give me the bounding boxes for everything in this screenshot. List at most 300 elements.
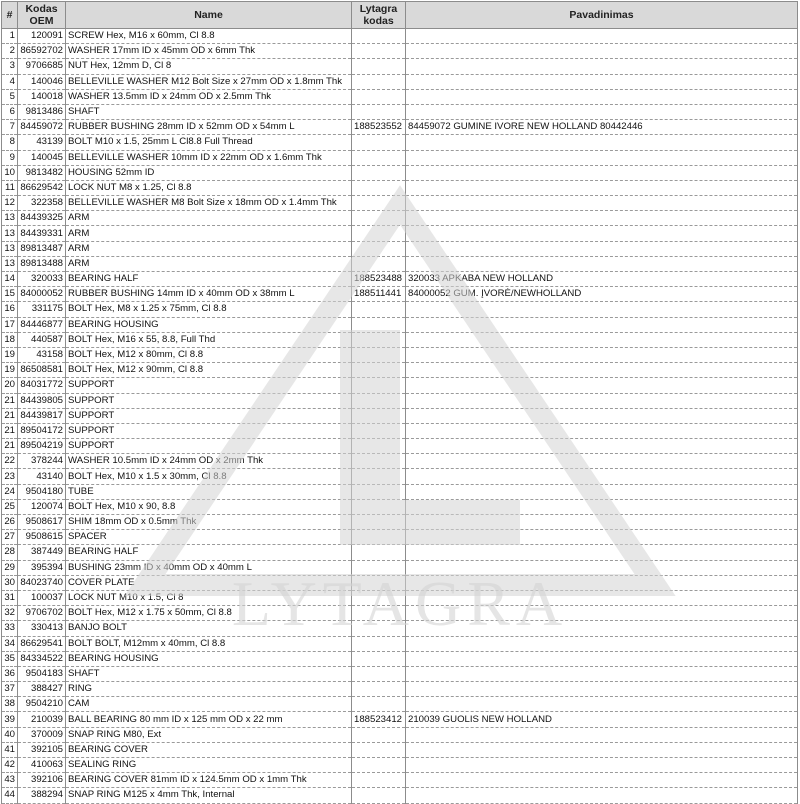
oem-code-cell: 100037 bbox=[18, 590, 66, 605]
pavadinimas-cell bbox=[406, 788, 798, 803]
pavadinimas-cell: 320033 APKABA NEW HOLLAND bbox=[406, 272, 798, 287]
table-row bbox=[2, 454, 798, 469]
pavadinimas-cell bbox=[406, 408, 798, 423]
lytagra-code-cell bbox=[352, 44, 406, 59]
row-number-cell: 24 bbox=[2, 484, 18, 499]
oem-code-cell: 89813487 bbox=[18, 241, 66, 256]
pavadinimas-cell bbox=[406, 59, 798, 74]
table-row bbox=[2, 697, 798, 712]
oem-code-cell: 330413 bbox=[18, 621, 66, 636]
table-row bbox=[2, 180, 798, 195]
part-name-cell: BELLEVILLE WASHER M12 Bolt Size x 27mm OD x 1.8mm Thk bbox=[66, 74, 352, 89]
oem-code-cell: 86629542 bbox=[18, 180, 66, 195]
part-name-cell: BEARING COVER 81mm ID x 124.5mm OD x 1mm Thk bbox=[66, 773, 352, 788]
oem-code-cell: 9706685 bbox=[18, 59, 66, 74]
part-name-cell: ARM bbox=[66, 226, 352, 241]
table-row bbox=[2, 484, 798, 499]
pavadinimas-cell bbox=[406, 135, 798, 150]
lytagra-code-cell bbox=[352, 302, 406, 317]
lytagra-code-cell bbox=[352, 196, 406, 211]
oem-code-cell: 9706702 bbox=[18, 606, 66, 621]
table-row bbox=[2, 530, 798, 545]
oem-code-cell: 140046 bbox=[18, 74, 66, 89]
pavadinimas-cell bbox=[406, 363, 798, 378]
pavadinimas-cell bbox=[406, 499, 798, 514]
table-row bbox=[2, 682, 798, 697]
table-row bbox=[2, 515, 798, 530]
lytagra-code-cell bbox=[352, 29, 406, 44]
row-number-cell: 29 bbox=[2, 560, 18, 575]
pavadinimas-cell bbox=[406, 530, 798, 545]
table-row bbox=[2, 256, 798, 271]
row-number-cell: 14 bbox=[2, 272, 18, 287]
part-name-cell: COVER PLATE bbox=[66, 575, 352, 590]
row-number-cell: 37 bbox=[2, 682, 18, 697]
table-row bbox=[2, 347, 798, 362]
header-lytagra: Lytagra kodas bbox=[352, 2, 406, 29]
table-row bbox=[2, 104, 798, 119]
lytagra-code-cell bbox=[352, 484, 406, 499]
lytagra-code-cell bbox=[352, 454, 406, 469]
table-row bbox=[2, 469, 798, 484]
header-row bbox=[2, 2, 798, 29]
part-name-cell: BOLT Hex, M12 x 90mm, Cl 8.8 bbox=[66, 363, 352, 378]
part-name-cell: BOLT Hex, M12 x 80mm, Cl 8.8 bbox=[66, 347, 352, 362]
pavadinimas-cell bbox=[406, 165, 798, 180]
part-name-cell: BOLT Hex, M16 x 55, 8.8, Full Thd bbox=[66, 332, 352, 347]
pavadinimas-cell bbox=[406, 393, 798, 408]
row-number-cell: 9 bbox=[2, 150, 18, 165]
part-name-cell: CAM bbox=[66, 697, 352, 712]
row-number-cell: 2 bbox=[2, 44, 18, 59]
pavadinimas-cell bbox=[406, 697, 798, 712]
row-number-cell: 32 bbox=[2, 606, 18, 621]
header-oem: Kodas OEM bbox=[18, 2, 66, 29]
oem-code-cell: 9504210 bbox=[18, 697, 66, 712]
pavadinimas-cell bbox=[406, 758, 798, 773]
oem-code-cell: 89504172 bbox=[18, 423, 66, 438]
lytagra-code-cell bbox=[352, 773, 406, 788]
oem-code-cell: 120074 bbox=[18, 499, 66, 514]
oem-code-cell: 84439331 bbox=[18, 226, 66, 241]
pavadinimas-cell bbox=[406, 104, 798, 119]
lytagra-code-cell bbox=[352, 758, 406, 773]
oem-code-cell: 84334522 bbox=[18, 651, 66, 666]
lytagra-code-cell bbox=[352, 636, 406, 651]
pavadinimas-cell bbox=[406, 29, 798, 44]
pavadinimas-cell bbox=[406, 211, 798, 226]
table-row bbox=[2, 120, 798, 135]
oem-code-cell: 395394 bbox=[18, 560, 66, 575]
table-row bbox=[2, 211, 798, 226]
lytagra-code-cell bbox=[352, 226, 406, 241]
oem-code-cell: 120091 bbox=[18, 29, 66, 44]
table-row bbox=[2, 59, 798, 74]
table-row bbox=[2, 575, 798, 590]
row-number-cell: 3 bbox=[2, 59, 18, 74]
part-name-cell: WASHER 10.5mm ID x 24mm OD x 2mm Thk bbox=[66, 454, 352, 469]
row-number-cell: 40 bbox=[2, 727, 18, 742]
pavadinimas-cell bbox=[406, 545, 798, 560]
row-number-cell: 4 bbox=[2, 74, 18, 89]
table-row bbox=[2, 302, 798, 317]
lytagra-code-cell bbox=[352, 256, 406, 271]
oem-code-cell: 9813486 bbox=[18, 104, 66, 119]
part-name-cell: BEARING HOUSING bbox=[66, 317, 352, 332]
table-row bbox=[2, 590, 798, 605]
table-row bbox=[2, 545, 798, 560]
pavadinimas-cell bbox=[406, 317, 798, 332]
pavadinimas-cell bbox=[406, 241, 798, 256]
lytagra-code-cell: 188523552 bbox=[352, 120, 406, 135]
part-name-cell: RUBBER BUSHING 28mm ID x 52mm OD x 54mm L bbox=[66, 120, 352, 135]
row-number-cell: 36 bbox=[2, 666, 18, 681]
oem-code-cell: 210039 bbox=[18, 712, 66, 727]
row-number-cell: 21 bbox=[2, 408, 18, 423]
part-name-cell: BEARING HALF bbox=[66, 545, 352, 560]
oem-code-cell: 9508615 bbox=[18, 530, 66, 545]
lytagra-code-cell bbox=[352, 423, 406, 438]
lytagra-code-cell bbox=[352, 727, 406, 742]
row-number-cell: 11 bbox=[2, 180, 18, 195]
oem-code-cell: 84023740 bbox=[18, 575, 66, 590]
pavadinimas-cell bbox=[406, 773, 798, 788]
table-row bbox=[2, 317, 798, 332]
lytagra-code-cell bbox=[352, 606, 406, 621]
row-number-cell: 15 bbox=[2, 287, 18, 302]
table-row bbox=[2, 44, 798, 59]
header-name: Name bbox=[66, 2, 352, 29]
pavadinimas-cell bbox=[406, 606, 798, 621]
table-body bbox=[2, 29, 798, 804]
oem-code-cell: 331175 bbox=[18, 302, 66, 317]
row-number-cell: 31 bbox=[2, 590, 18, 605]
pavadinimas-cell bbox=[406, 302, 798, 317]
pavadinimas-cell bbox=[406, 423, 798, 438]
lytagra-code-cell bbox=[352, 363, 406, 378]
oem-code-cell: 86629541 bbox=[18, 636, 66, 651]
part-name-cell: BEARING HOUSING bbox=[66, 651, 352, 666]
table-row bbox=[2, 742, 798, 757]
row-number-cell: 12 bbox=[2, 196, 18, 211]
row-number-cell: 20 bbox=[2, 378, 18, 393]
part-name-cell: HOUSING 52mm ID bbox=[66, 165, 352, 180]
part-name-cell: WASHER 13.5mm ID x 24mm OD x 2.5mm Thk bbox=[66, 89, 352, 104]
pavadinimas-cell bbox=[406, 621, 798, 636]
part-name-cell: BEARING HALF bbox=[66, 272, 352, 287]
row-number-cell: 30 bbox=[2, 575, 18, 590]
oem-code-cell: 89504219 bbox=[18, 439, 66, 454]
row-number-cell: 44 bbox=[2, 788, 18, 803]
table-row bbox=[2, 29, 798, 44]
table-row bbox=[2, 712, 798, 727]
oem-code-cell: 89813488 bbox=[18, 256, 66, 271]
table-row bbox=[2, 165, 798, 180]
row-number-cell: 13 bbox=[2, 256, 18, 271]
part-name-cell: ARM bbox=[66, 211, 352, 226]
row-number-cell: 19 bbox=[2, 363, 18, 378]
row-number-cell: 22 bbox=[2, 454, 18, 469]
pavadinimas-cell bbox=[406, 439, 798, 454]
lytagra-code-cell bbox=[352, 180, 406, 195]
pavadinimas-cell bbox=[406, 256, 798, 271]
oem-code-cell: 387449 bbox=[18, 545, 66, 560]
part-name-cell: SHAFT bbox=[66, 104, 352, 119]
parts-table bbox=[1, 1, 798, 804]
oem-code-cell: 320033 bbox=[18, 272, 66, 287]
part-name-cell: SNAP RING M125 x 4mm Thk, Internal bbox=[66, 788, 352, 803]
part-name-cell: BOLT Hex, M8 x 1.25 x 75mm, Cl 8.8 bbox=[66, 302, 352, 317]
pavadinimas-cell bbox=[406, 454, 798, 469]
pavadinimas-cell bbox=[406, 515, 798, 530]
table-row bbox=[2, 287, 798, 302]
lytagra-code-cell bbox=[352, 241, 406, 256]
row-number-cell: 38 bbox=[2, 697, 18, 712]
lytagra-code-cell bbox=[352, 150, 406, 165]
table-row bbox=[2, 423, 798, 438]
row-number-cell: 21 bbox=[2, 393, 18, 408]
lytagra-code-cell bbox=[352, 347, 406, 362]
lytagra-code-cell bbox=[352, 575, 406, 590]
table-row bbox=[2, 636, 798, 651]
pavadinimas-cell bbox=[406, 742, 798, 757]
pavadinimas-cell bbox=[406, 150, 798, 165]
table-row bbox=[2, 135, 798, 150]
row-number-cell: 25 bbox=[2, 499, 18, 514]
part-name-cell: TUBE bbox=[66, 484, 352, 499]
lytagra-code-cell bbox=[352, 682, 406, 697]
row-number-cell: 42 bbox=[2, 758, 18, 773]
part-name-cell: RUBBER BUSHING 14mm ID x 40mm OD x 38mm L bbox=[66, 287, 352, 302]
row-number-cell: 35 bbox=[2, 651, 18, 666]
part-name-cell: ARM bbox=[66, 256, 352, 271]
oem-code-cell: 440587 bbox=[18, 332, 66, 347]
row-number-cell: 17 bbox=[2, 317, 18, 332]
oem-code-cell: 84459072 bbox=[18, 120, 66, 135]
pavadinimas-cell: 84000052 GUM. ĮVORĖ/NEWHOLLAND bbox=[406, 287, 798, 302]
part-name-cell: NUT Hex, 12mm D, Cl 8 bbox=[66, 59, 352, 74]
table-row bbox=[2, 241, 798, 256]
oem-code-cell: 86508581 bbox=[18, 363, 66, 378]
pavadinimas-cell bbox=[406, 226, 798, 241]
row-number-cell: 21 bbox=[2, 423, 18, 438]
row-number-cell: 5 bbox=[2, 89, 18, 104]
lytagra-code-cell bbox=[352, 89, 406, 104]
row-number-cell: 16 bbox=[2, 302, 18, 317]
row-number-cell: 18 bbox=[2, 332, 18, 347]
oem-code-cell: 9813482 bbox=[18, 165, 66, 180]
header-num: # bbox=[2, 2, 18, 29]
pavadinimas-cell bbox=[406, 575, 798, 590]
oem-code-cell: 9504180 bbox=[18, 484, 66, 499]
table-row bbox=[2, 651, 798, 666]
part-name-cell: BOLT M10 x 1.5, 25mm L Cl8.8 Full Thread bbox=[66, 135, 352, 150]
pavadinimas-cell bbox=[406, 347, 798, 362]
lytagra-code-cell: 188523412 bbox=[352, 712, 406, 727]
oem-code-cell: 43140 bbox=[18, 469, 66, 484]
part-name-cell: BOLT Hex, M10 x 1.5 x 30mm, Cl 8.8 bbox=[66, 469, 352, 484]
table-row bbox=[2, 606, 798, 621]
oem-code-cell: 322358 bbox=[18, 196, 66, 211]
part-name-cell: BANJO BOLT bbox=[66, 621, 352, 636]
oem-code-cell: 410063 bbox=[18, 758, 66, 773]
lytagra-code-cell bbox=[352, 393, 406, 408]
table-row bbox=[2, 89, 798, 104]
lytagra-code-cell bbox=[352, 560, 406, 575]
lytagra-code-cell bbox=[352, 74, 406, 89]
pavadinimas-cell bbox=[406, 378, 798, 393]
oem-code-cell: 378244 bbox=[18, 454, 66, 469]
pavadinimas-cell bbox=[406, 74, 798, 89]
pavadinimas-cell bbox=[406, 590, 798, 605]
lytagra-code-cell bbox=[352, 332, 406, 347]
lytagra-code-cell bbox=[352, 165, 406, 180]
lytagra-code-cell bbox=[352, 530, 406, 545]
oem-code-cell: 140018 bbox=[18, 89, 66, 104]
lytagra-code-cell bbox=[352, 135, 406, 150]
lytagra-code-cell bbox=[352, 545, 406, 560]
part-name-cell: BALL BEARING 80 mm ID x 125 mm OD x 22 mm bbox=[66, 712, 352, 727]
lytagra-code-cell bbox=[352, 651, 406, 666]
row-number-cell: 13 bbox=[2, 241, 18, 256]
lytagra-code-cell bbox=[352, 317, 406, 332]
table-row bbox=[2, 666, 798, 681]
table-row bbox=[2, 758, 798, 773]
table-row bbox=[2, 727, 798, 742]
part-name-cell: SPACER bbox=[66, 530, 352, 545]
pavadinimas-cell bbox=[406, 44, 798, 59]
part-name-cell: SUPPORT bbox=[66, 439, 352, 454]
row-number-cell: 13 bbox=[2, 211, 18, 226]
lytagra-code-cell bbox=[352, 621, 406, 636]
part-name-cell: SEALING RING bbox=[66, 758, 352, 773]
table-row bbox=[2, 74, 798, 89]
part-name-cell: BELLEVILLE WASHER 10mm ID x 22mm OD x 1.6mm Thk bbox=[66, 150, 352, 165]
row-number-cell: 34 bbox=[2, 636, 18, 651]
oem-code-cell: 392106 bbox=[18, 773, 66, 788]
table-row bbox=[2, 499, 798, 514]
table-row bbox=[2, 150, 798, 165]
oem-code-cell: 370009 bbox=[18, 727, 66, 742]
part-name-cell: BELLEVILLE WASHER M8 Bolt Size x 18mm OD x 1.4mm Thk bbox=[66, 196, 352, 211]
oem-code-cell: 84439805 bbox=[18, 393, 66, 408]
oem-code-cell: 86592702 bbox=[18, 44, 66, 59]
table-row bbox=[2, 773, 798, 788]
lytagra-code-cell bbox=[352, 499, 406, 514]
pavadinimas-cell bbox=[406, 651, 798, 666]
pavadinimas-cell bbox=[406, 560, 798, 575]
part-name-cell: RING bbox=[66, 682, 352, 697]
lytagra-code-cell: 188511441 bbox=[352, 287, 406, 302]
oem-code-cell: 388427 bbox=[18, 682, 66, 697]
pavadinimas-cell bbox=[406, 636, 798, 651]
pavadinimas-cell bbox=[406, 666, 798, 681]
pavadinimas-cell bbox=[406, 180, 798, 195]
part-name-cell: SUPPORT bbox=[66, 408, 352, 423]
oem-code-cell: 140045 bbox=[18, 150, 66, 165]
pavadinimas-cell bbox=[406, 727, 798, 742]
pavadinimas-cell: 210039 GUOLIS NEW HOLLAND bbox=[406, 712, 798, 727]
row-number-cell: 8 bbox=[2, 135, 18, 150]
part-name-cell: SCREW Hex, M16 x 60mm, Cl 8.8 bbox=[66, 29, 352, 44]
row-number-cell: 41 bbox=[2, 742, 18, 757]
lytagra-code-cell bbox=[352, 469, 406, 484]
pavadinimas-cell bbox=[406, 89, 798, 104]
table-row bbox=[2, 788, 798, 803]
table-row bbox=[2, 560, 798, 575]
part-name-cell: SHIM 18mm OD x 0.5mm Thk bbox=[66, 515, 352, 530]
part-name-cell: SHAFT bbox=[66, 666, 352, 681]
table-row bbox=[2, 408, 798, 423]
table-row bbox=[2, 363, 798, 378]
oem-code-cell: 84031772 bbox=[18, 378, 66, 393]
lytagra-code-cell bbox=[352, 439, 406, 454]
oem-code-cell: 84000052 bbox=[18, 287, 66, 302]
row-number-cell: 28 bbox=[2, 545, 18, 560]
oem-code-cell: 9504183 bbox=[18, 666, 66, 681]
row-number-cell: 39 bbox=[2, 712, 18, 727]
row-number-cell: 7 bbox=[2, 120, 18, 135]
part-name-cell: LOCK NUT M10 x 1.5, Cl 8 bbox=[66, 590, 352, 605]
table-row bbox=[2, 272, 798, 287]
part-name-cell: BOLT Hex, M12 x 1.75 x 50mm, Cl 8.8 bbox=[66, 606, 352, 621]
lytagra-code-cell bbox=[352, 408, 406, 423]
pavadinimas-cell bbox=[406, 469, 798, 484]
oem-code-cell: 388294 bbox=[18, 788, 66, 803]
table-row bbox=[2, 378, 798, 393]
oem-code-cell: 43139 bbox=[18, 135, 66, 150]
row-number-cell: 1 bbox=[2, 29, 18, 44]
part-name-cell: BOLT BOLT, M12mm x 40mm, Cl 8.8 bbox=[66, 636, 352, 651]
part-name-cell: ARM bbox=[66, 241, 352, 256]
lytagra-code-cell bbox=[352, 104, 406, 119]
pavadinimas-cell: 84459072 GUMINE IVORE NEW HOLLAND 80442446 bbox=[406, 120, 798, 135]
lytagra-code-cell bbox=[352, 378, 406, 393]
table-row bbox=[2, 439, 798, 454]
lytagra-code-cell bbox=[352, 666, 406, 681]
row-number-cell: 10 bbox=[2, 165, 18, 180]
lytagra-code-cell: 188523488 bbox=[352, 272, 406, 287]
row-number-cell: 6 bbox=[2, 104, 18, 119]
lytagra-code-cell bbox=[352, 590, 406, 605]
pavadinimas-cell bbox=[406, 332, 798, 347]
lytagra-code-cell bbox=[352, 59, 406, 74]
part-name-cell: BUSHING 23mm ID x 40mm OD x 40mm L bbox=[66, 560, 352, 575]
table-row bbox=[2, 226, 798, 241]
row-number-cell: 19 bbox=[2, 347, 18, 362]
row-number-cell: 43 bbox=[2, 773, 18, 788]
oem-code-cell: 84439817 bbox=[18, 408, 66, 423]
table-row bbox=[2, 332, 798, 347]
part-name-cell: SUPPORT bbox=[66, 378, 352, 393]
row-number-cell: 21 bbox=[2, 439, 18, 454]
pavadinimas-cell bbox=[406, 484, 798, 499]
row-number-cell: 27 bbox=[2, 530, 18, 545]
row-number-cell: 23 bbox=[2, 469, 18, 484]
table-row bbox=[2, 621, 798, 636]
table-row bbox=[2, 393, 798, 408]
part-name-cell: WASHER 17mm ID x 45mm OD x 6mm Thk bbox=[66, 44, 352, 59]
part-name-cell: SNAP RING M80, Ext bbox=[66, 727, 352, 742]
watermark-text: LYTAGRA bbox=[231, 568, 569, 639]
oem-code-cell: 84446877 bbox=[18, 317, 66, 332]
oem-code-cell: 9508617 bbox=[18, 515, 66, 530]
part-name-cell: BEARING COVER bbox=[66, 742, 352, 757]
part-name-cell: BOLT Hex, M10 x 90, 8.8 bbox=[66, 499, 352, 514]
header-pavadinimas: Pavadinimas bbox=[406, 2, 798, 29]
lytagra-code-cell bbox=[352, 788, 406, 803]
part-name-cell: LOCK NUT M8 x 1.25, Cl 8.8 bbox=[66, 180, 352, 195]
